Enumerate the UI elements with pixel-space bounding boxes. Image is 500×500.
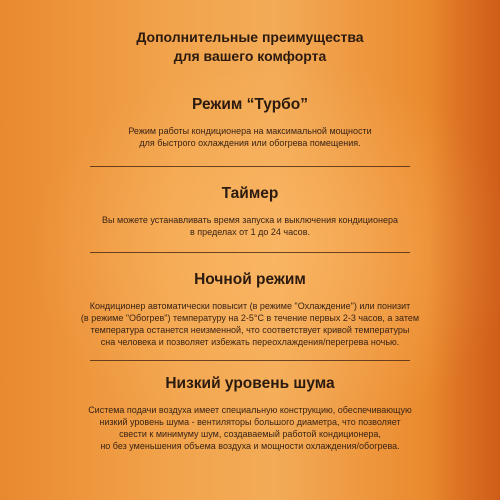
section-text-line: для быстрого охлаждения или обогрева помещения.	[139, 138, 361, 148]
page-heading	[0, 28, 500, 66]
section-text-line: (в режиме "Обогрев") температуру на 2-5°C в течение первых 2-3 часов, а затем	[80, 313, 420, 323]
section-text-line: Вы можете устанавливать время запуска и выключения кондиционера	[102, 215, 398, 225]
page-heading-line-1: Дополнительные преимущества	[136, 29, 364, 45]
section-turbo	[80, 95, 420, 149]
section-text-turbo	[80, 125, 420, 149]
section-text-timer	[80, 214, 420, 238]
section-title-night-mode: Ночной режим	[194, 271, 306, 288]
section-text-line: температура останется неизменной, что соответствует кривой температуры	[90, 325, 410, 335]
section-title-timer: Таймер	[221, 185, 279, 202]
section-divider	[90, 166, 410, 167]
section-title-turbo: Режим “Турбо”	[192, 96, 308, 113]
section-title-low-noise: Низкий уровень шума	[165, 375, 335, 392]
section-text-line: сна человека и позволяет избежать переохлаждения/перегрева ночью.	[100, 337, 400, 347]
section-night-mode	[80, 270, 420, 348]
page-heading-line-2: для вашего комфорта	[173, 48, 327, 64]
section-text-line: низкий уровень шума - вентиляторы большого диаметра, что позволяет	[99, 417, 401, 427]
section-text-line: Режим работы кондиционера на максимальной мощности	[128, 126, 372, 136]
section-text-line: в пределах от 1 до 24 часов.	[190, 227, 310, 237]
section-text-night-mode	[80, 300, 420, 348]
section-divider	[90, 252, 410, 253]
section-text-line: Кондиционер автоматически повысит (в режиме "Охлаждение") или понизит	[89, 301, 411, 311]
section-divider	[90, 360, 410, 361]
section-text-line: но без уменьшения объема воздуха и мощности охлаждения/обогрева.	[100, 441, 400, 451]
section-text-low-noise	[80, 404, 420, 452]
section-timer	[80, 184, 420, 238]
section-text-line: свести к минимуму шум, создаваемый работой кондиционера,	[119, 429, 381, 439]
section-low-noise	[80, 374, 420, 452]
section-text-line: Система подачи воздуха имеет специальную конструкцию, обеспечивающую	[88, 405, 412, 415]
